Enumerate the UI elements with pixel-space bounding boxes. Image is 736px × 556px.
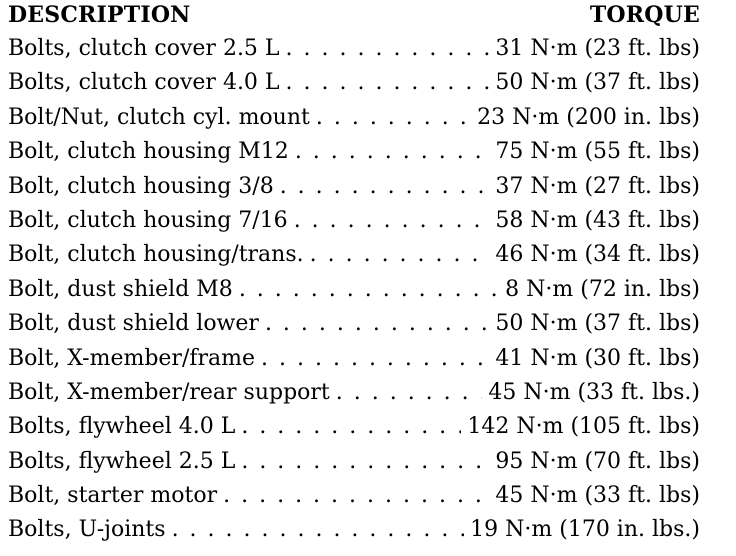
row-torque-value: 95 N·m (70 ft. lbs) — [495, 448, 700, 474]
row-description: Bolt, starter motor — [8, 483, 218, 509]
row-torque-value: 31 N·m (23 ft. lbs) — [495, 36, 700, 61]
row-torque-value: 50 N·m (37 ft. lbs) — [495, 70, 700, 96]
row-description: Bolt, clutch housing 7/16 — [8, 207, 288, 233]
table-row — [8, 380, 700, 414]
dot-leader — [280, 174, 490, 199]
table-row — [8, 449, 700, 483]
row-description: Bolt, X-member/frame — [8, 345, 256, 371]
table-row — [8, 242, 700, 276]
dot-leader — [241, 449, 489, 474]
dot-leader — [265, 311, 489, 336]
table-body — [8, 36, 700, 552]
row-torque-value: 46 N·m (34 ft. lbs) — [495, 242, 700, 268]
row-description: Bolt, dust shield lower — [8, 311, 259, 337]
dot-leader — [172, 517, 465, 542]
dot-leader — [336, 380, 483, 405]
table-row — [8, 414, 700, 448]
table-row — [8, 277, 700, 311]
dot-leader — [286, 70, 490, 95]
dot-leader — [294, 208, 490, 233]
row-torque-value: 19 N·m (170 in. lbs.) — [470, 517, 700, 543]
table-row — [8, 139, 700, 173]
dot-leader — [241, 414, 461, 439]
row-torque-value: 45 N·m (33 ft. lbs.) — [488, 379, 700, 405]
table-row — [8, 483, 700, 517]
row-description: Bolt/Nut, clutch cyl. mount — [8, 104, 310, 130]
torque-column-header: TORQUE — [589, 2, 700, 28]
dot-leader — [239, 277, 499, 302]
row-description: Bolt, clutch housing 3/8 — [8, 173, 274, 199]
row-torque-value: 23 N·m (200 in. lbs) — [477, 104, 700, 130]
table-row — [8, 70, 700, 104]
row-description: Bolts, clutch cover 4.0 L — [8, 70, 280, 96]
row-description: Bolt, dust shield M8 — [8, 276, 233, 302]
row-torque-value: 45 N·m (33 ft. lbs) — [495, 483, 700, 509]
dot-leader — [295, 139, 490, 164]
torque-specification-table — [8, 2, 700, 552]
row-description: Bolt, clutch housing/trans. — [8, 242, 304, 268]
dot-leader — [223, 483, 489, 508]
dot-leader — [261, 346, 489, 371]
row-torque-value: 58 N·m (43 ft. lbs) — [495, 207, 700, 233]
table-row — [8, 311, 700, 345]
dot-leader — [310, 242, 490, 267]
row-description: Bolt, clutch housing M12 — [8, 139, 289, 165]
table-row — [8, 346, 700, 380]
table-header — [8, 2, 700, 36]
table-row — [8, 174, 700, 208]
table-row — [8, 208, 700, 242]
row-torque-value: 41 N·m (30 ft. lbs) — [495, 345, 700, 371]
table-row — [8, 517, 700, 551]
row-torque-value: 75 N·m (55 ft. lbs) — [495, 139, 700, 165]
row-description: Bolt, X-member/rear support — [8, 379, 330, 405]
table-row — [8, 36, 700, 70]
row-description: Bolts, clutch cover 2.5 L — [8, 36, 280, 61]
row-torque-value: 8 N·m (72 in. lbs) — [505, 276, 700, 302]
row-torque-value: 142 N·m (105 ft. lbs) — [467, 414, 700, 440]
row-description: Bolts, flywheel 2.5 L — [8, 448, 236, 474]
row-description: Bolts, flywheel 4.0 L — [8, 414, 236, 440]
row-torque-value: 37 N·m (27 ft. lbs) — [495, 173, 700, 199]
table-row — [8, 105, 700, 139]
dot-leader — [286, 36, 490, 61]
row-torque-value: 50 N·m (37 ft. lbs) — [495, 311, 700, 337]
description-column-header: DESCRIPTION — [8, 2, 191, 28]
dot-leader — [316, 105, 471, 130]
row-description: Bolts, U-joints — [8, 517, 166, 543]
